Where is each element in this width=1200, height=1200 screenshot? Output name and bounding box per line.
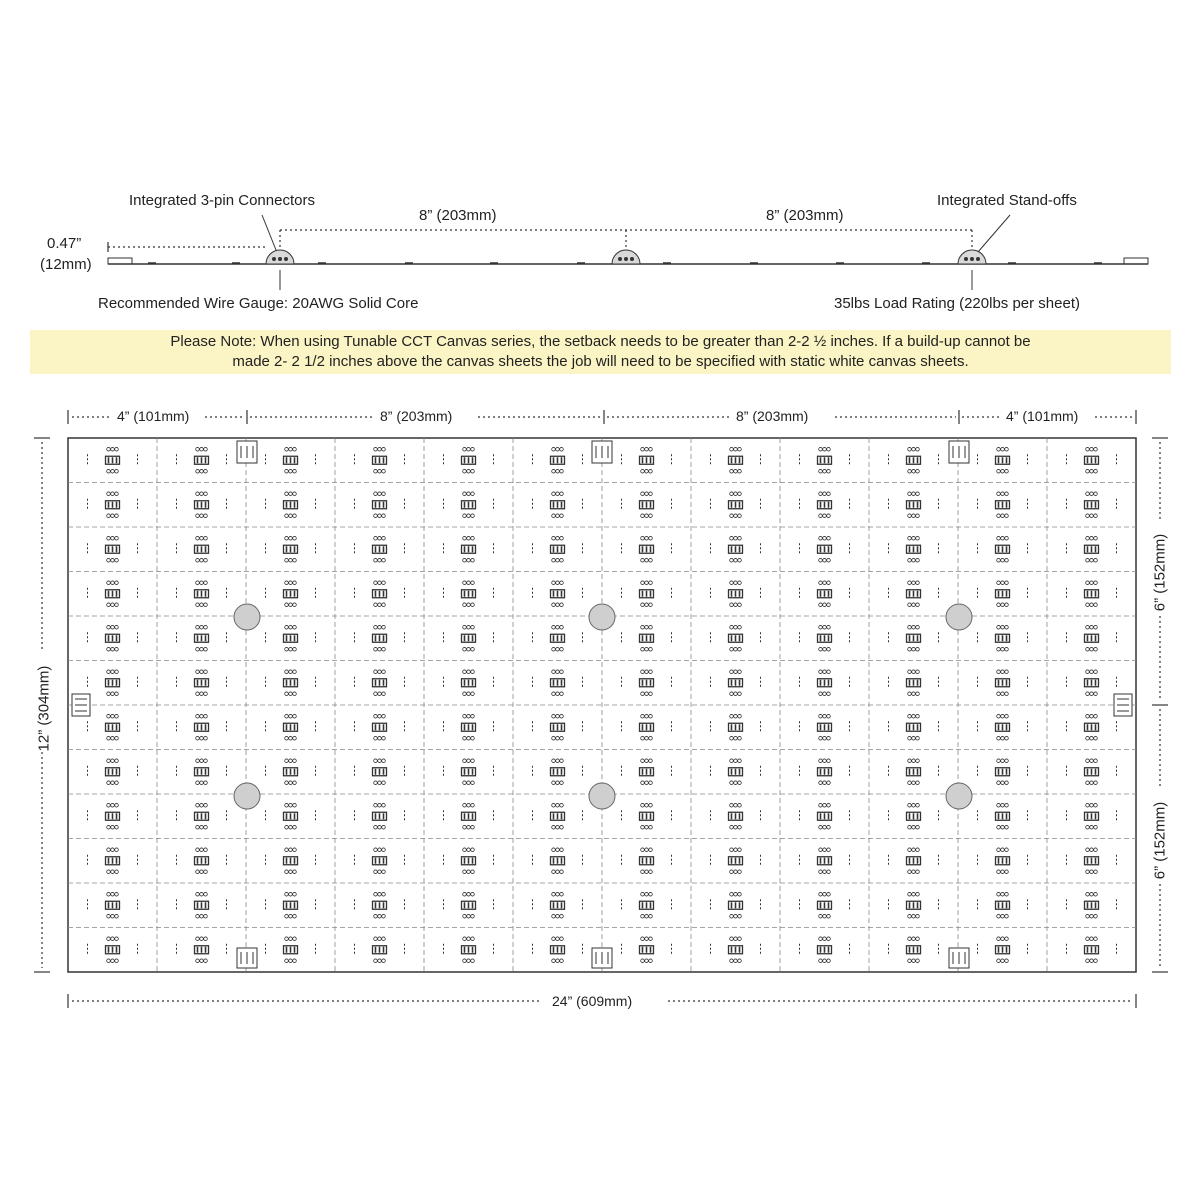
- left-dimension-line: [34, 438, 50, 972]
- load-rating-label: 35lbs Load Rating (220lbs per sheet): [834, 295, 1080, 312]
- top-dim-1: 4” (101mm): [117, 408, 190, 424]
- span-right-label: 8” (203mm): [766, 207, 844, 224]
- sheet-connector-bottom-1: [237, 948, 257, 968]
- sheet-connector-top-1: [237, 441, 257, 463]
- standoff-2: [589, 604, 615, 630]
- sheet-connector-bottom-2: [592, 948, 612, 968]
- bottom-dimension-line: [68, 994, 1136, 1008]
- profile-connector-3: [958, 250, 986, 264]
- note-line-2: made 2- 2 1/2 inches above the canvas sheets the job will need to be specified with static white canvas sheets.: [232, 353, 969, 370]
- profile-connector-1: [266, 250, 294, 264]
- top-dimension-line: [68, 410, 1136, 424]
- standoff-1: [234, 604, 260, 630]
- standoff-3: [946, 604, 972, 630]
- bottom-dim: 24” (609mm): [552, 993, 633, 1009]
- right-dim-bottom: 6” (152mm): [1151, 801, 1169, 880]
- sheet-connector-top-3: [949, 441, 969, 463]
- connector-leader: [262, 215, 276, 250]
- note-line-1: Please Note: When using Tunable CCT Canvas series, the setback needs to be greater than 2-2 ½ inches. If a build-up cannot be: [170, 333, 1031, 350]
- sheet-connector-bottom-3: [949, 948, 969, 968]
- profile-view: [108, 215, 1148, 290]
- profile-connector-2: [612, 250, 640, 264]
- profile-right-edge: [1124, 258, 1148, 264]
- standoff-leader: [978, 215, 1010, 252]
- sheet-connector-top-2: [592, 441, 612, 463]
- height-mm-label: (12mm): [40, 256, 92, 273]
- top-dim-2: 8” (203mm): [380, 408, 453, 424]
- sheet-connector-left: [72, 694, 90, 716]
- sheet-connector-right: [1114, 694, 1132, 716]
- standoff-6: [946, 783, 972, 809]
- wire-gauge-label: Recommended Wire Gauge: 20AWG Solid Core: [98, 295, 419, 312]
- span-left-label: 8” (203mm): [419, 207, 497, 224]
- profile-left-edge: [108, 258, 132, 264]
- left-dim: 12” (304mm): [35, 665, 53, 752]
- top-dim-4: 4” (101mm): [1006, 408, 1079, 424]
- standoff-4: [234, 783, 260, 809]
- connectors-label: Integrated 3-pin Connectors: [129, 192, 315, 209]
- standoff-5: [589, 783, 615, 809]
- right-dim-top: 6” (152mm): [1151, 533, 1169, 612]
- right-dimension-line: [1152, 438, 1168, 972]
- height-inch-label: 0.47”: [47, 235, 82, 252]
- standoffs-label: Integrated Stand-offs: [937, 192, 1077, 209]
- top-dim-3: 8” (203mm): [736, 408, 809, 424]
